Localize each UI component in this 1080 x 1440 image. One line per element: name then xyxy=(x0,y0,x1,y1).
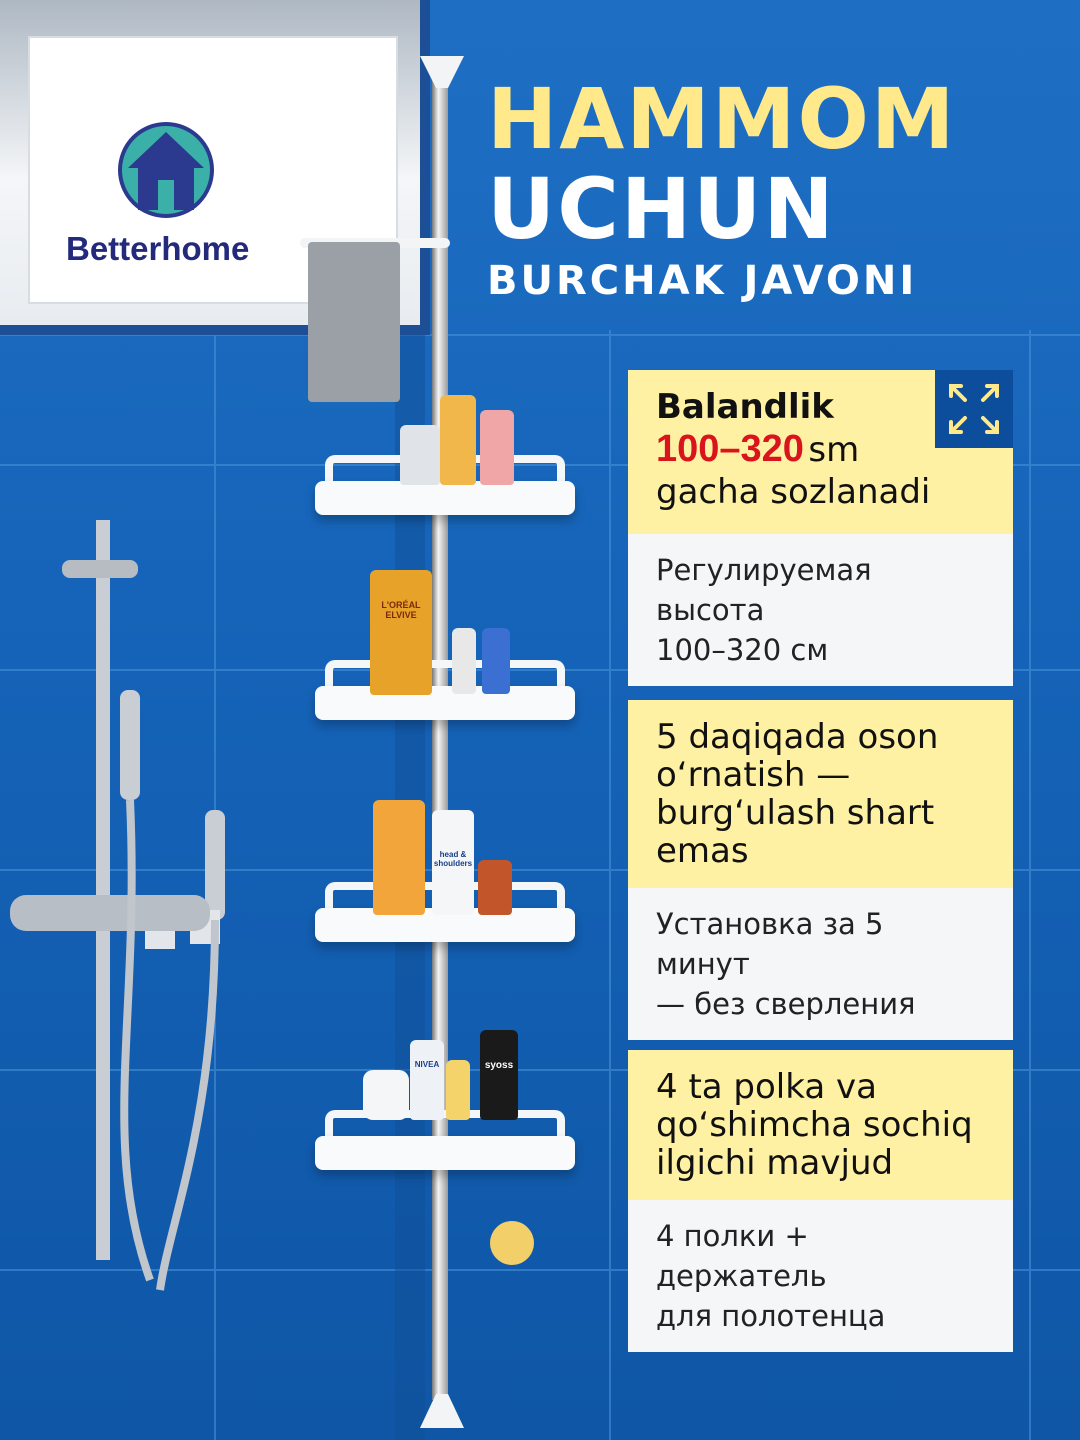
shelves-uz-line-3: ilgichi mavjud xyxy=(656,1143,894,1183)
bottle-diffuser xyxy=(478,860,512,915)
height-tail: gacha sozlanadi xyxy=(656,472,931,512)
shelves-ru-line-1: 4 полки + держатель xyxy=(656,1219,827,1293)
label-head-shoulders: head & shoulders xyxy=(433,850,473,868)
install-ru-line-1: Установка за 5 минут xyxy=(656,907,884,981)
install-uz-line-3: burg‘ulash shart xyxy=(656,793,935,833)
install-uz-line-4: emas xyxy=(656,831,749,871)
bottle-white xyxy=(452,628,476,694)
feature-card-height-uz xyxy=(628,370,1013,534)
feature-card-height xyxy=(628,370,1013,686)
install-uz-line-1: 5 daqiqada oson xyxy=(656,717,939,757)
height-unit: sm xyxy=(808,430,860,470)
feature-card-install xyxy=(628,700,1013,1040)
height-ru-line-2: 100–320 см xyxy=(656,633,829,667)
title-line-2: UCHUN xyxy=(487,160,836,258)
towel-image xyxy=(300,238,450,408)
shelf-4 xyxy=(315,1110,575,1174)
bottle-pump xyxy=(373,800,425,915)
label-elvive: L'ORÉAL ELVIVE xyxy=(381,600,421,620)
label-syoss: syoss xyxy=(484,1060,514,1071)
shelves-uz-line-1: 4 ta polka va xyxy=(656,1067,877,1107)
bottle-orange xyxy=(440,395,476,485)
brand-name: Betterhome xyxy=(66,230,250,267)
title-line-3: BURCHAK JAVONI xyxy=(487,258,918,304)
height-label: Balandlik xyxy=(656,387,834,427)
expand-arrows-icon xyxy=(935,370,1013,448)
shelves-uz-line-2: qo‘shimcha sochiq xyxy=(656,1105,973,1145)
height-range: 100–320 xyxy=(656,428,804,470)
shelves-ru-line-2: для полотенца xyxy=(656,1299,886,1333)
feature-card-shelves xyxy=(628,1050,1013,1352)
label-nivea: NIVEA xyxy=(414,1060,440,1069)
bath-sponge-image xyxy=(480,1218,544,1268)
bottle-small xyxy=(446,1060,470,1120)
bottle-blue xyxy=(482,628,510,694)
title-line-1: HAMMOM xyxy=(487,70,957,168)
bottle-syoss xyxy=(480,1030,518,1120)
house-logo-icon xyxy=(118,122,214,222)
feature-card-install-uz xyxy=(628,700,1013,888)
bottle-pink xyxy=(480,410,514,485)
bottle-elvive xyxy=(370,570,432,695)
shelf-2 xyxy=(315,660,575,724)
pole-bottom-cap xyxy=(418,1392,466,1432)
bottle-nivea xyxy=(410,1040,444,1120)
feature-card-shelves-uz xyxy=(628,1050,1013,1200)
cup xyxy=(363,1070,409,1120)
height-ru-line-1: Регулируемая высота xyxy=(656,553,872,627)
bottle-glass xyxy=(400,425,440,485)
feature-card-shelves-ru xyxy=(628,1200,1013,1352)
install-ru-line-2: — без сверления xyxy=(656,987,916,1021)
feature-card-height-ru xyxy=(628,534,1013,686)
install-uz-line-2: o‘rnatish — xyxy=(656,755,851,795)
feature-card-install-ru xyxy=(628,888,1013,1040)
shower-set-image xyxy=(0,500,260,1400)
pole-top-cap xyxy=(418,52,466,92)
